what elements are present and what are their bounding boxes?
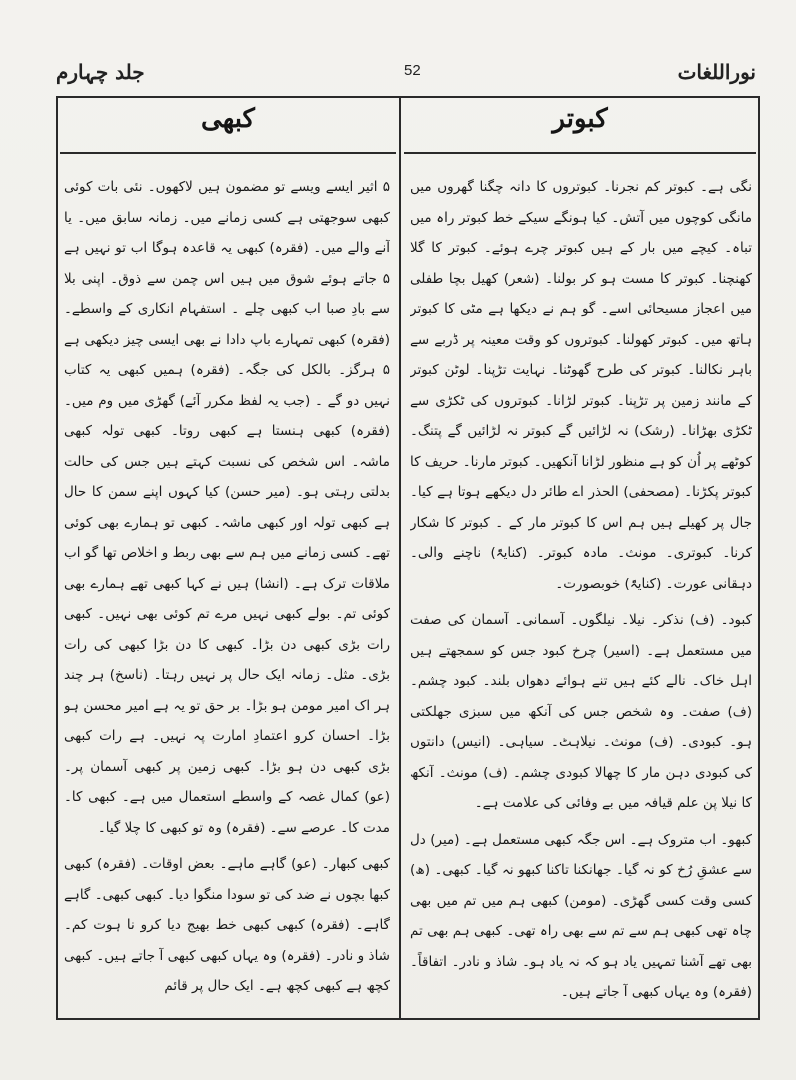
right-column-headword: کبوتر <box>552 104 608 134</box>
left-column-text <box>64 172 390 1012</box>
volume-label: جلد چہارم <box>56 60 145 84</box>
right-paragraph: کبھو۔ اب متروک ہے۔ اس جگہ کبھی مستعمل ہے۔ (میر) دل سے عشقِ رُخ کو نہ گیا۔ جھانکنا تاکنا کبھو نہ گیا۔ کبھی۔ (ھ) کسی وقت کسی گھڑی۔ (مومن) کبھی ہم میں تم میں بھی چاہ تھی کبھی ہم سے تم سے بھی راہ تھی۔ کبھی ہم بھی تم بھی تھے آشنا تمہیں یاد ہو کہ نہ یاد ہو۔ شاذ و نادر۔ اتفاقاً۔ (فقرہ) وہ یہاں کبھی آ جاتے ہیں۔ <box>410 831 752 1000</box>
page-number: 52 <box>404 62 421 79</box>
right-paragraph: نگی ہے۔ کبوتر کم نجرنا۔ کبوتروں کا دانہ چگنا گھروں میں مانگی کوچوں میں آتش۔ کیا ہونگے سیکے خط کبوتر راہ میں تباہ۔ کیچے میں بار کے ہیں کبوتر چرے ہوئے۔ کبوتر کا گلا کھنچنا۔ کبوتر کا مست ہو کر بولنا۔ (شعر) کھیل بچا طفلی میں اعجاز مسیحائی اسے۔ گو ہم نے دیکھا ہے مٹی کا کبوتر ہاتھ میں۔ کبوتر کھولنا۔ کبوتروں کو وقت معینہ پر ڈربے سے باہر نکالنا۔ کبوتر کی طرح گھوٹنا۔ نہایت تڑپنا۔ لوٹن کبوتر کے مانند زمین پر تڑپنا۔ کبوتر لڑانا۔ کبوتروں کی ٹکڑی سے ٹکڑی بھڑانا۔ (رشک) نہ لڑائیں گے کبوتر نہ لڑائیں گے پتنگ۔ کوٹھے پر اُن کو ہے منظور لڑانا آنکھیں۔ کبوتر مارنا۔ حریف کا کبوتر پکڑنا۔ (مصحفی) الحذر اے طائر دل دیکھے ہوتا ہے کیا۔ جال پر کھیلے ہیں ہم اس کا کبوتر مار کے ۔ کبوتر کا شکار کرنا۔ کبوتری۔ مونث۔ مادہ کبوتر۔ (کنایۃً) ناچنے والی۔ دہقانی عورت۔ (کنایۃً) خوبصورت۔ <box>410 179 752 592</box>
left-paragraph: ۵ اثیر ایسے ویسے تو مضمون ہیں لاکھوں۔ نئی بات کوئی کبھی سوجھتی ہے کسی زمانے میں۔ زمانہ سابق میں۔ یا آنے والے میں۔ (فقرہ) کبھی یہ قاعدہ ہوگا اب تو نہیں ہے ۵ جاتے ہوئے شوق میں ہیں اس چمن سے ذوق۔ اپنی بلا سے بادِ صبا اب کبھی چلے ۔ استفہام انکاری کے واسطے۔ (فقرہ) کبھی تمہارے باپ دادا نے بھی ایسی چیز دیکھی ہے ۵ ہرگز۔ بالکل کی جگہ۔ (فقرہ) ہمیں کبھی یہ کتاب نہیں دو گے ۔ (جب یہ لفظ مکرر آئے) گھڑی میں وم میں۔ (فقرہ) کبھی ہنستا ہے کبھی روتا۔ کبھی تولہ کبھی ماشہ۔ اس شخص کی نسبت کہتے ہیں جس کی حالت بدلتی رہتی ہو۔ (میر حسن) کیا کہوں اپنے سمن کا حال ہے کبھی تولہ اور کبھی ماشہ۔ کبھی تو ہمارے بھی کوئی تھے۔ کسی زمانے میں ہم سے بھی ربط و اخلاص تھا گو اب ملاقات ترک ہے۔ (انشا) ہیں نے کہا کبھی تھے ہمارے بھی کوئی تم۔ بولے کبھی نہیں مرے تم کوئی بھی نہیں۔ کبھی رات بڑی کبھی دن بڑا۔ کبھی کا دن بڑا کبھی کی رات بڑی۔ مثل۔ زمانہ ایک حال پر نہیں رہتا۔ (ناسخ) ہر چند ہر اک امیر مومن ہو بڑا۔ بر حق تو یہ ہے امیر محسن ہو بڑا۔ احسان کرو اعتمادِ امارت پہ نہیں۔ ہے رات کبھی بڑی کبھی دن ہو بڑا۔ کبھی زمین پر کبھی آسمان پر۔ (عو) کمال غصہ کے واسطے استعمال میں ہے۔ کبھی کا۔ مدت کا۔ عرصے سے۔ (فقرہ) وہ تو کبھی کا چلا گیا۔ <box>64 179 390 836</box>
left-paragraph: کبھی کبھار۔ (عو) گاہے ماہے۔ بعض اوقات۔ (فقرہ) کبھی کبھا بچوں نے ضد کی تو سودا منگوا دیا۔ کبھی کبھی۔ گاہے گاہے۔ (فقرہ) کبھی کبھی خط بھیج دیا کرو نا ہوت کم۔ شاذ و نادر۔ (فقرہ) وہ یہاں کبھی کبھی آ جاتے ہیں۔ کبھی کچھ ہے کبھی کچھ ہے۔ ایک حال پر قائم <box>64 856 390 994</box>
left-column-headword: کبھی <box>201 104 255 134</box>
column-divider <box>399 96 401 1020</box>
page-header <box>56 58 756 92</box>
right-paragraph: کبود۔ (ف) نذکر۔ نیلا۔ نیلگوں۔ آسمانی۔ آسمان کی صفت میں مستعمل ہے۔ (اسیر) چرخ کبود جس کو سمجھتے ہیں اہل خاک۔ نالے کئے ہیں تنے ہوائے دھواں بلند۔ کبود چشم۔ (ف) صفت۔ وہ شخص جس کی آنکھ میں سبزی جھلکتی ہو۔ کبودی۔ (ف) مونث۔ نیلاہٹ۔ سیاہی۔ (انیس) دانتوں کی کبودی دہن مار کا چھالا کبودی چشم۔ (ف) مونث۔ آنکھ کا نیلا پن علم قیافہ میں بے وفائی کی علامت ہے۔ <box>410 612 752 811</box>
right-column-text <box>410 172 752 1012</box>
right-headword-rule <box>404 152 756 154</box>
left-headword-rule <box>60 152 396 154</box>
book-title: نوراللغات <box>677 60 756 84</box>
